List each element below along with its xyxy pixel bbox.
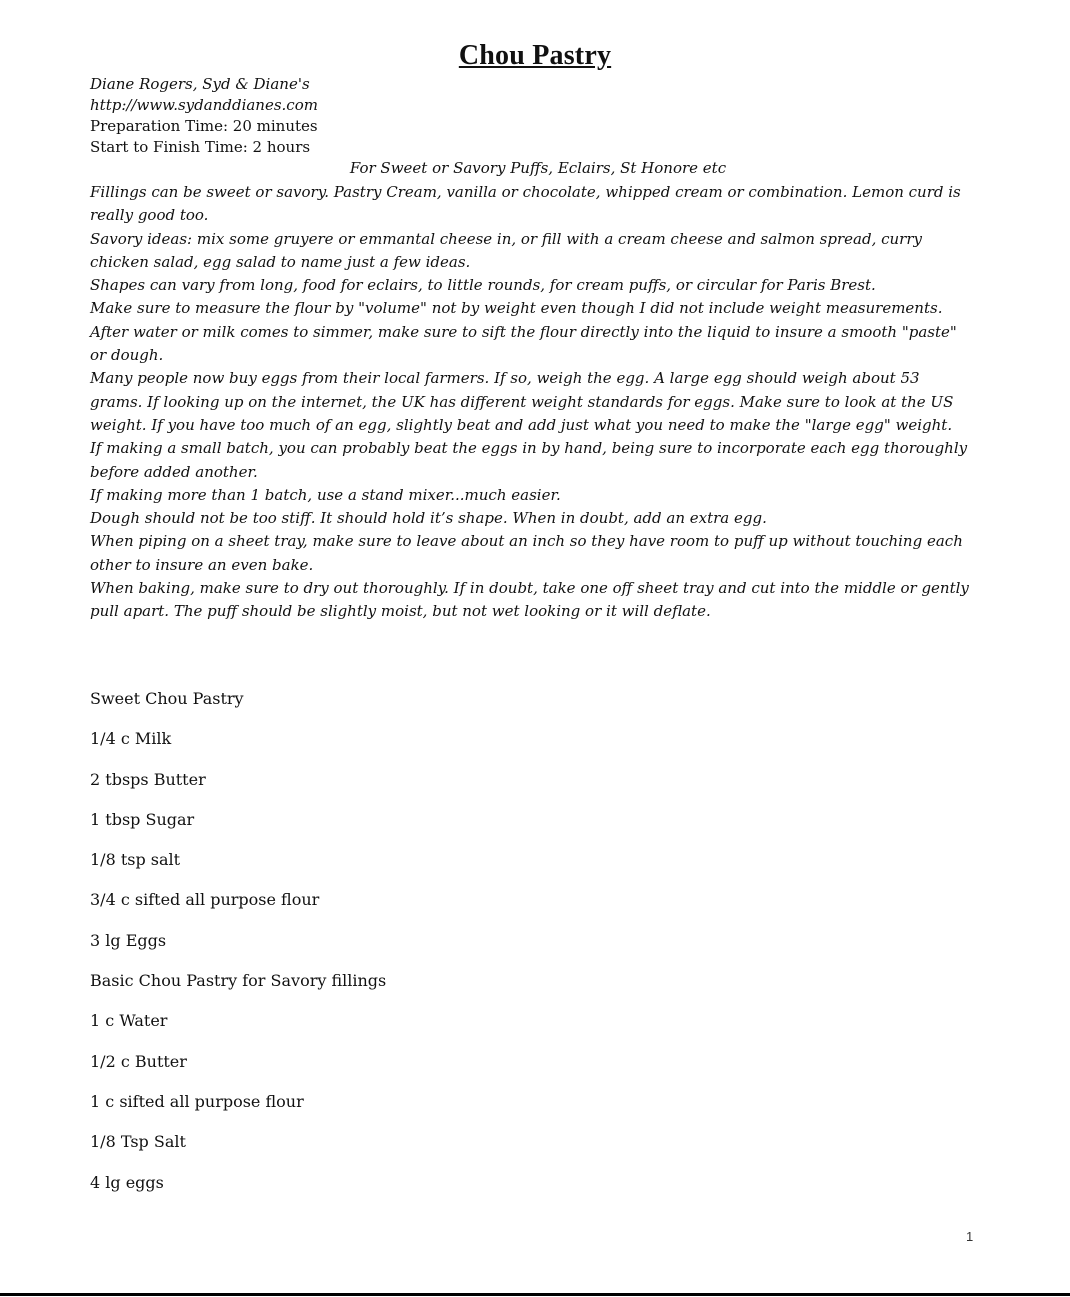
ingredient-item: 1 c sifted all purpose flour [90, 1091, 304, 1111]
page-number: 1 [966, 1229, 974, 1244]
document-title: Chou Pastry [458, 40, 612, 71]
note-paragraph: Shapes can vary from long, food for eclairs, to little rounds, for cream puffs, or circular for Paris Brest. [90, 276, 876, 295]
ingredient-lists [90, 688, 970, 1212]
prep-time: Preparation Time: 20 minutes [90, 117, 318, 135]
website-link[interactable]: http://www.sydanddianes.com [90, 96, 318, 114]
note-paragraph: If making more than 1 batch, use a stand mixer...much easier. [90, 485, 561, 504]
sweet-heading: Sweet Chou Pastry [90, 689, 244, 708]
ingredient-item: 1/8 tsp salt [90, 850, 181, 870]
savory-heading: Basic Chou Pastry for Savory fillings [90, 971, 387, 991]
page-bottom-rule [0, 1293, 1070, 1296]
ingredient-item: 1/2 c Butter [90, 1051, 187, 1071]
recipe-subtitle: For Sweet or Savory Puffs, Eclairs, St Honore etc [349, 159, 727, 177]
note-paragraph: If making a small batch, you can probably beat the eggs in by hand, being sure to incorporate each egg thoroughly before added another. [90, 439, 968, 481]
note-paragraph: When baking, make sure to dry out thoroughly. If in doubt, take one off sheet tray and cut into the middle or gently pull apart. The puff should be slightly moist, but not wet looking or it will deflate. [90, 579, 969, 621]
ingredient-item: 1/8 Tsp Salt [90, 1132, 186, 1152]
note-paragraph: Dough should not be too stiff. It should hold it’s shape. When in doubt, add an extra egg. [90, 509, 767, 528]
recipe-meta [90, 74, 970, 158]
note-paragraph: Make sure to measure the flour by "volume" not by weight even though I did not include weight measurements. [90, 299, 943, 318]
note-paragraph: Many people now buy eggs from their local farmers. If so, weigh the egg. A large egg should weigh about 53 grams. If looking up on the internet, the UK has different weight standards for eggs. Make sure to look at the US weight. If you have too much of an egg, slightly beat and add just what you need to make the "large egg" weight. [90, 369, 954, 434]
ingredient-item: 1 c Water [90, 1011, 168, 1031]
ingredient-item: 1 tbsp Sugar [90, 809, 195, 829]
total-time: Start to Finish Time: 2 hours [90, 138, 311, 156]
author-line: Diane Rogers, Syd & Diane's [90, 75, 310, 93]
note-paragraph: When piping on a sheet tray, make sure to leave about an inch so they have room to puff up without touching each other to insure an even bake. [90, 532, 963, 574]
recipe-notes [90, 181, 970, 624]
note-paragraph: After water or milk comes to simmer, make sure to sift the flour directly into the liquid to insure a smooth "paste" or dough. [90, 322, 957, 365]
ingredient-item: 3/4 c sifted all purpose flour [90, 890, 320, 910]
ingredient-item: 3 lg Eggs [90, 930, 167, 950]
ingredient-item: 1/4 c Milk [90, 729, 172, 749]
ingredient-item: 2 tbsps Butter [90, 769, 206, 789]
note-paragraph: Fillings can be sweet or savory. Pastry Cream, vanilla or chocolate, whipped cream or combination. Lemon curd is really good too. [90, 183, 961, 225]
note-paragraph: Savory ideas: mix some gruyere or emmantal cheese in, or fill with a cream cheese and salmon spread, curry chicken salad, egg salad to name just a few ideas. [90, 229, 922, 271]
ingredient-item: 4 lg eggs [90, 1172, 164, 1192]
